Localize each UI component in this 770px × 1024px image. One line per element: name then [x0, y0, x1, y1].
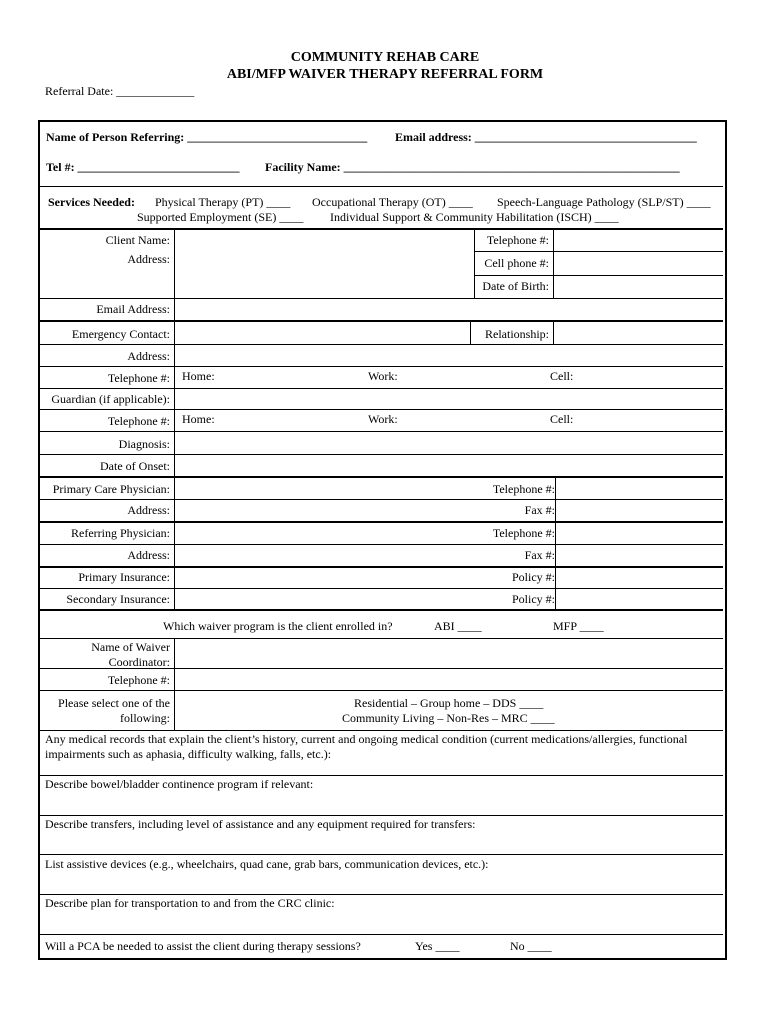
pca-no-option[interactable]: No ____	[510, 939, 552, 953]
secondary-policy-label: Policy #:	[511, 592, 555, 606]
relationship-label: Relationship:	[485, 327, 549, 341]
row-line	[40, 431, 723, 432]
client-cell-label: Cell phone #:	[484, 256, 549, 270]
row-line	[474, 251, 723, 252]
transport-question: Describe plan for transportation to and from the CRC clinic:	[45, 896, 335, 910]
table-vline	[553, 230, 554, 298]
client-dob-label: Date of Birth:	[482, 279, 549, 293]
referring-physician-label: Referring Physician:	[71, 526, 170, 540]
referring-fax-label: Fax #:	[524, 548, 555, 562]
row-line	[40, 499, 723, 500]
row-line	[474, 275, 723, 276]
emergency-contact-label: Emergency Contact:	[71, 327, 170, 341]
option-community-living[interactable]: Community Living – Non-Res – MRC ____	[342, 711, 555, 725]
waiver-question: Which waiver program is the client enrolled in?	[163, 619, 393, 633]
org-name: COMMUNITY REHAB CARE	[290, 50, 480, 65]
referring-address-label: Address:	[127, 548, 170, 562]
pcp-address-label: Address:	[127, 503, 170, 517]
service-pt[interactable]: Physical Therapy (PT) ____	[155, 195, 291, 209]
emergency-home-label: Home:	[182, 369, 215, 383]
row-line	[40, 320, 723, 322]
coordinator-label-line1: Name of Waiver	[91, 640, 170, 654]
guardian-telephone-label: Telephone #:	[107, 414, 170, 428]
divider	[40, 228, 723, 230]
row-line	[40, 588, 723, 589]
emergency-work-label: Work:	[368, 369, 398, 383]
row-line	[40, 566, 723, 568]
row-line	[40, 894, 723, 895]
primary-policy-label: Policy #:	[511, 570, 555, 584]
emergency-cell-label: Cell:	[550, 369, 574, 383]
guardian-cell-label: Cell:	[550, 412, 574, 426]
row-line	[40, 298, 723, 299]
referral-date-field[interactable]: Referral Date: _____________	[45, 84, 195, 98]
pcp-label: Primary Care Physician:	[52, 482, 170, 496]
row-line	[40, 609, 723, 611]
tel-field[interactable]: Tel #: ___________________________	[46, 160, 240, 174]
devices-question: List assistive devices (e.g., wheelchairs, quad cane, grab bars, communication devices, etc.):	[45, 857, 489, 871]
client-address-label: Address:	[127, 252, 170, 266]
row-line	[40, 854, 723, 855]
pcp-fax-label: Fax #:	[524, 503, 555, 517]
row-line	[40, 366, 723, 367]
guardian-label: Guardian (if applicable):	[51, 392, 170, 406]
waiver-abi-option[interactable]: ABI ____	[434, 619, 482, 633]
coordinator-telephone-label: Telephone #:	[107, 673, 170, 687]
row-line	[40, 476, 723, 478]
person-referring-field[interactable]: Name of Person Referring: ______________________________	[46, 130, 368, 144]
guardian-work-label: Work:	[368, 412, 398, 426]
service-slp[interactable]: Speech-Language Pathology (SLP/ST) ____	[497, 195, 711, 209]
email-address-field[interactable]: Email address: _____________________________________	[395, 130, 697, 144]
secondary-insurance-label: Secondary Insurance:	[66, 592, 170, 606]
service-se[interactable]: Supported Employment (SE) ____	[137, 210, 304, 224]
emergency-telephone-label: Telephone #:	[107, 371, 170, 385]
row-line	[40, 690, 723, 691]
row-line	[40, 521, 723, 523]
diagnosis-label: Diagnosis:	[118, 437, 170, 451]
form-title: ABI/MFP WAIVER THERAPY REFERRAL FORM	[226, 67, 544, 82]
emergency-address-label: Address:	[127, 349, 170, 363]
pca-yes-option[interactable]: Yes ____	[415, 939, 460, 953]
select-label-line1: Please select one of the	[58, 696, 170, 710]
row-line	[40, 934, 723, 935]
service-isch[interactable]: Individual Support & Community Habilitation (ISCH) ____	[330, 210, 619, 224]
waiver-mfp-option[interactable]: MFP ____	[553, 619, 604, 633]
service-ot[interactable]: Occupational Therapy (OT) ____	[312, 195, 473, 209]
row-line	[40, 544, 723, 545]
client-name-label: Client Name:	[105, 233, 170, 247]
table-vline	[553, 322, 554, 344]
row-line	[40, 815, 723, 816]
continence-question: Describe bowel/bladder continence program if relevant:	[45, 777, 314, 791]
row-line	[40, 730, 723, 731]
table-vline	[174, 230, 175, 610]
divider	[40, 186, 723, 187]
client-telephone-label: Telephone #:	[486, 233, 549, 247]
transfers-question: Describe transfers, including level of assistance and any equipment required for transfers:	[45, 817, 476, 831]
pca-question: Will a PCA be needed to assist the client during therapy sessions?	[45, 939, 361, 953]
row-line	[40, 388, 723, 389]
coordinator-label-line2: Coordinator:	[108, 655, 170, 669]
client-email-label: Email Address:	[96, 302, 170, 316]
row-line	[40, 409, 723, 410]
facility-name-field[interactable]: Facility Name: ________________________________________________________	[265, 160, 680, 174]
referring-telephone-label: Telephone #:	[492, 526, 555, 540]
select-label-line2: following:	[120, 711, 170, 725]
pcp-telephone-label: Telephone #:	[492, 482, 555, 496]
table-vline	[174, 638, 175, 730]
medical-records-question: Any medical records that explain the client’s history, current and ongoing medical condition (current medications/allergies, functional impairments such as aphasia, difficulty walking, falls, etc.):	[45, 732, 688, 761]
row-line	[40, 775, 723, 776]
row-line	[40, 344, 723, 345]
option-residential[interactable]: Residential – Group home – DDS ____	[354, 696, 544, 710]
primary-insurance-label: Primary Insurance:	[78, 570, 170, 584]
onset-label: Date of Onset:	[100, 459, 170, 473]
row-line	[40, 454, 723, 455]
services-label: Services Needed:	[48, 195, 135, 209]
row-line	[40, 638, 723, 639]
guardian-home-label: Home:	[182, 412, 215, 426]
